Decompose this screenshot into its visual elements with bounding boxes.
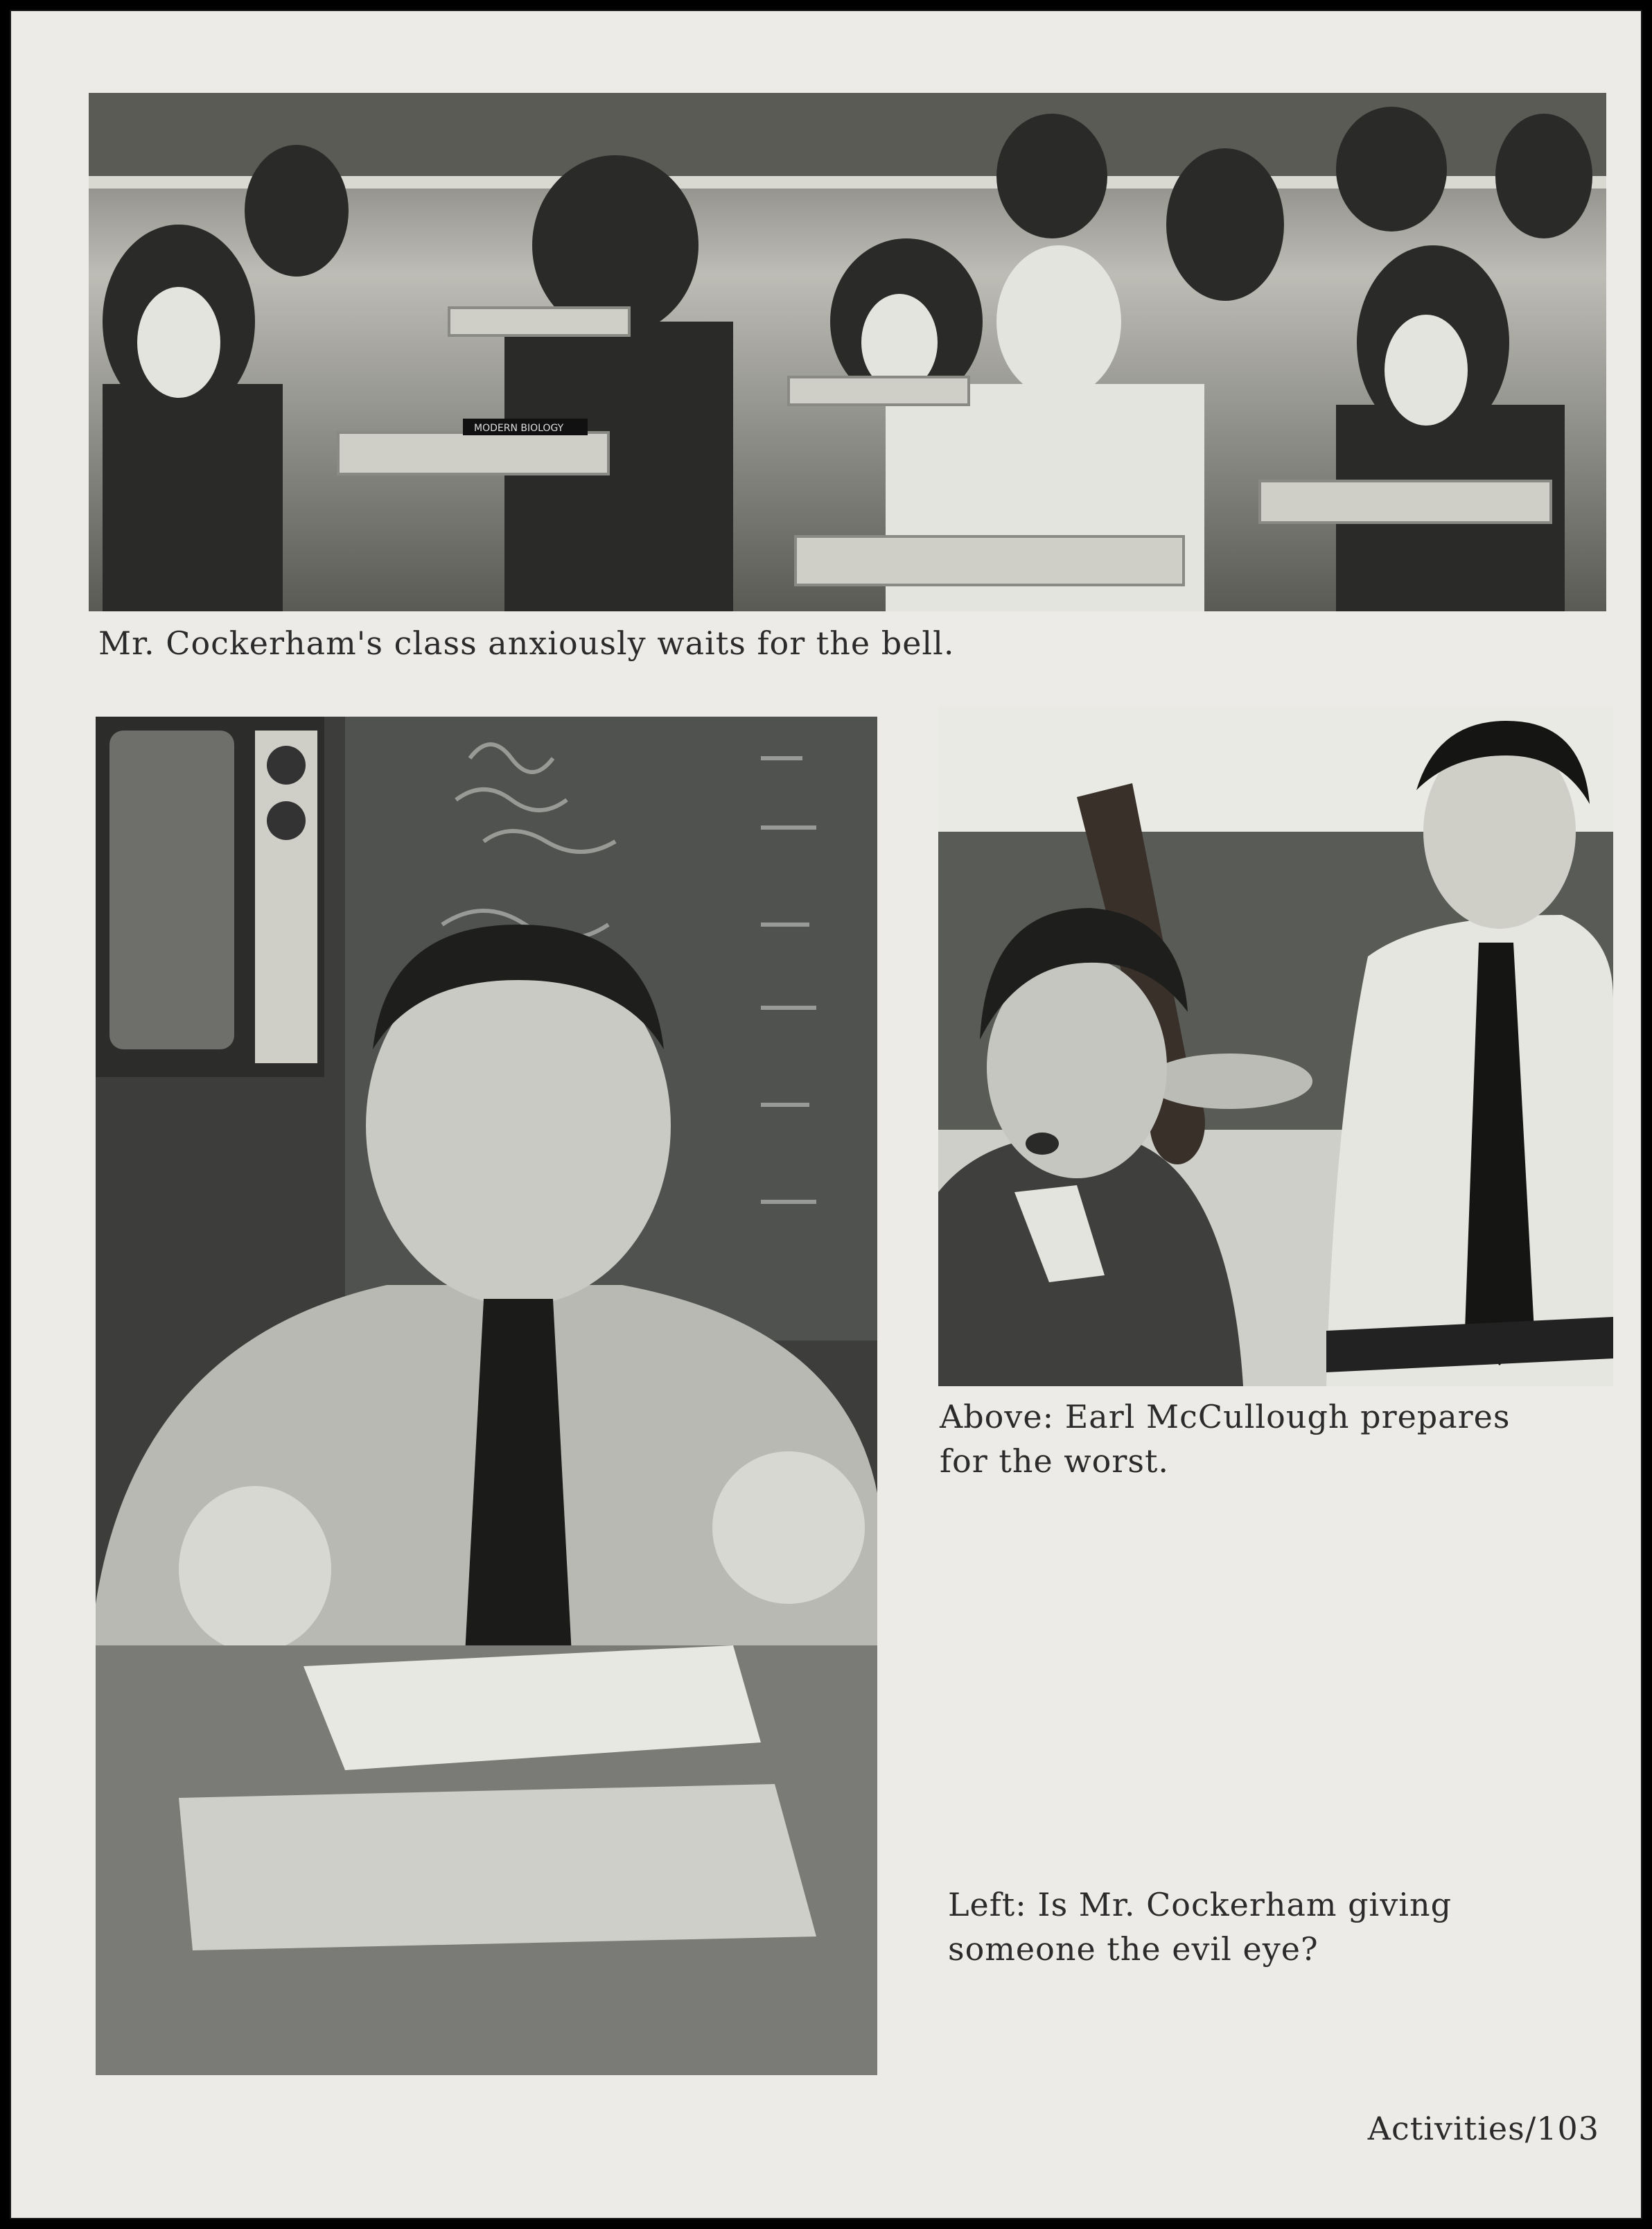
classroom-photo <box>89 93 1606 611</box>
caption-left <box>948 1882 1452 1971</box>
page-folio: Activities/103 <box>1367 2110 1599 2147</box>
caption-above <box>940 1395 1511 1483</box>
book-label: MODERN BIOLOGY <box>474 423 564 434</box>
caption-above-line2: for the worst. <box>940 1442 1170 1480</box>
yearbook-page <box>10 10 1642 2219</box>
caption-top: Mr. Cockerham's class anxiously waits for the bell. <box>98 624 955 662</box>
caption-above-line1: Above: Earl McCullough prepares <box>940 1398 1511 1435</box>
paddle-photo <box>938 707 1613 1386</box>
caption-left-line1: Left: Is Mr. Cockerham giving <box>948 1886 1452 1923</box>
caption-left-line2: someone the evil eye? <box>948 1930 1319 1968</box>
teacher-desk-photo <box>96 717 877 2075</box>
